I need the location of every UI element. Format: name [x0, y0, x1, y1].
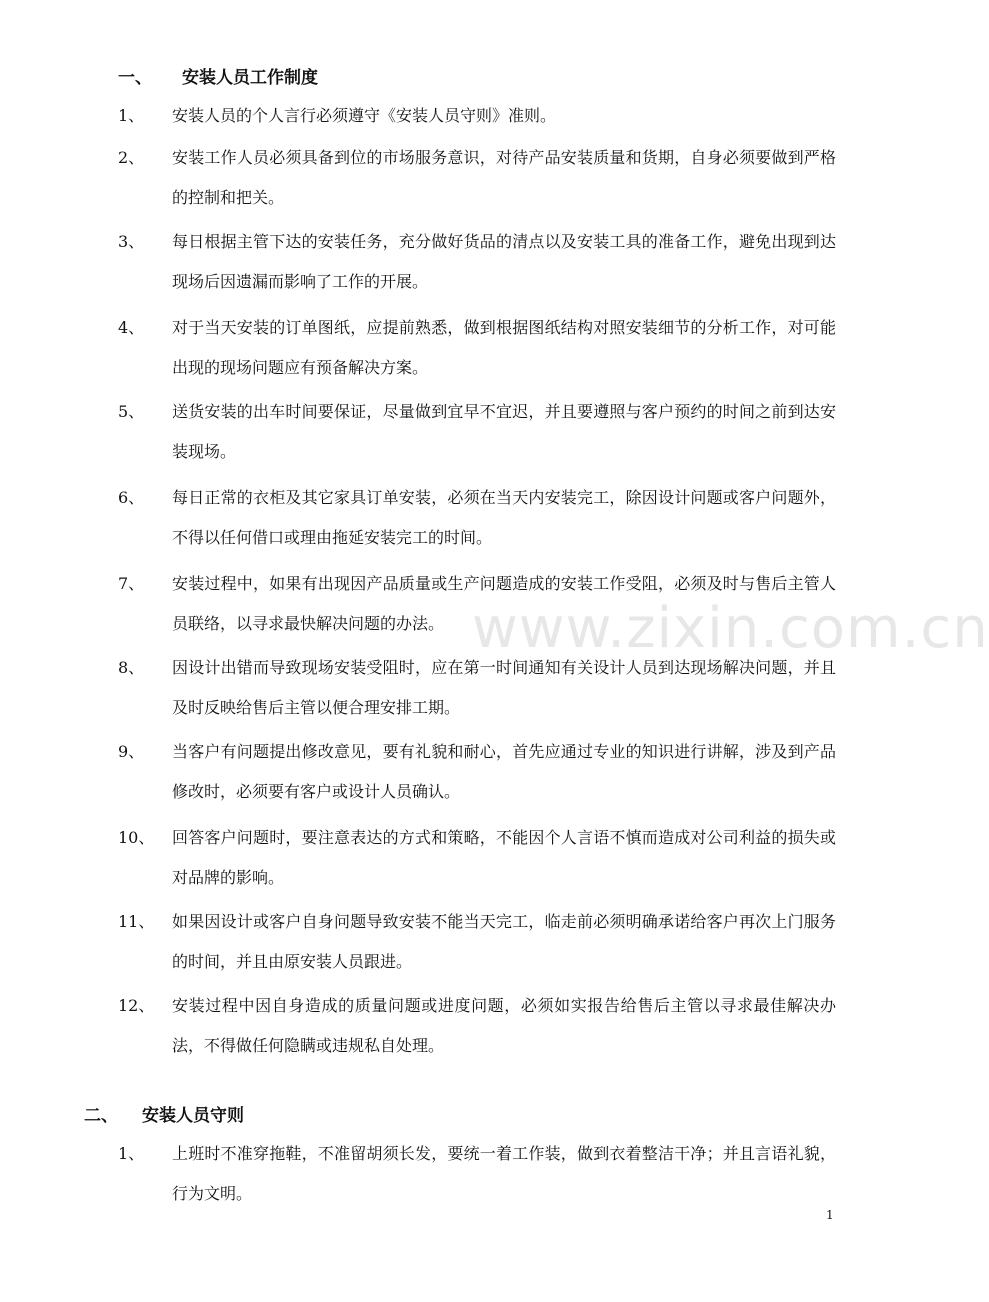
list-item-number: 9、 [118, 742, 145, 761]
list-item-text: 当客户有问题提出修改意见，要有礼貌和耐心，首先应通过专业的知识进行讲解，涉及到产品修改时，必须要有客户或设计人员确认。 [172, 742, 836, 801]
list-item-number: 1、 [118, 1144, 145, 1163]
section-1-number: 一、 [118, 68, 152, 88]
section-2-number: 二、 [84, 1106, 118, 1126]
list-item-text: 如果因设计或客户自身问题导致安装不能当天完工，临走前必须明确承诺给客户再次上门服务的时间，并且由原安装人员跟进。 [172, 912, 836, 971]
list-item-text: 送货安装的出车时间要保证，尽量做到宜早不宜迟，并且要遵照与客户预约的时间之前到达安装现场。 [172, 402, 836, 461]
list-item-number: 10、 [118, 828, 155, 847]
list-item-number: 4、 [118, 318, 145, 337]
list-item-number: 2、 [118, 148, 145, 167]
section-2-heading [84, 1104, 244, 1128]
section-2-title: 安装人员守则 [142, 1106, 244, 1126]
list-item-number: 1、 [118, 106, 145, 125]
list-item-text: 回答客户问题时，要注意表达的方式和策略，不能因个人言语不慎而造成对公司利益的损失或对品牌的影响。 [172, 828, 836, 887]
list-item-number: 12、 [118, 996, 155, 1015]
list-item-text: 每日正常的衣柜及其它家具订单安装，必须在当天内安装完工，除因设计问题或客户问题外，不得以任何借口或理由拖延安装完工的时间。 [172, 488, 836, 547]
list-item-text: 上班时不准穿拖鞋，不准留胡须长发，要统一着工作装，做到衣着整洁干净；并且言语礼貌，行为文明。 [172, 1144, 836, 1203]
list-item-number: 6、 [118, 488, 145, 507]
list-item-number: 3、 [118, 232, 145, 251]
list-item-text: 安装工作人员必须具备到位的市场服务意识，对待产品安装质量和货期，自身必须要做到严格的控制和把关。 [172, 148, 836, 207]
list-item-text: 安装人员的个人言行必须遵守《安装人员守则》准则。 [172, 106, 557, 125]
list-item-number: 8、 [118, 658, 145, 677]
list-item-number: 5、 [118, 402, 145, 421]
list-item-text: 对于当天安装的订单图纸，应提前熟悉，做到根据图纸结构对照安装细节的分析工作，对可能出现的现场问题应有预备解决方案。 [172, 318, 836, 377]
list-item-text: 因设计出错而导致现场安装受阻时，应在第一时间通知有关设计人员到达现场解决问题，并且及时反映给售后主管以便合理安排工期。 [172, 658, 836, 717]
page-number: 1 [826, 1208, 834, 1222]
section-1-title: 安装人员工作制度 [182, 68, 318, 88]
list-item-text: 安装过程中因自身造成的质量问题或进度问题，必须如实报告给售后主管以寻求最佳解决办法，不得做任何隐瞒或违规私自处理。 [172, 996, 836, 1055]
list-item-number: 11、 [118, 912, 155, 931]
list-item-number: 7、 [118, 574, 145, 593]
watermark: www.zixin.com.cn [472, 596, 989, 661]
list-item-text: 安装过程中，如果有出现因产品质量或生产问题造成的安装工作受阻，必须及时与售后主管人员联络，以寻求最快解决问题的办法。 [172, 574, 836, 633]
list-item-text: 每日根据主管下达的安装任务，充分做好货品的清点以及安装工具的准备工作，避免出现到达现场后因遗漏而影响了工作的开展。 [172, 232, 836, 291]
section-1-heading [118, 66, 318, 90]
